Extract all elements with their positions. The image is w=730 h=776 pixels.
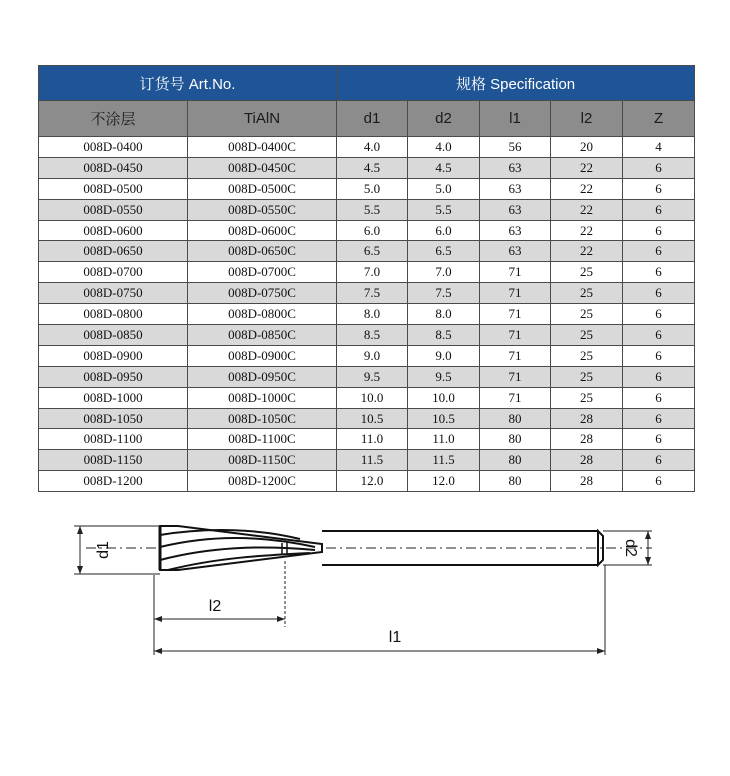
- table-cell: 9.5: [337, 366, 408, 387]
- table-cell: 7.5: [408, 283, 480, 304]
- table-row: [39, 429, 695, 450]
- table-row: [39, 450, 695, 471]
- table-cell: 008D-0450C: [188, 157, 337, 178]
- table-cell: 25: [551, 387, 623, 408]
- table-cell: 71: [480, 262, 551, 283]
- table-cell: 008D-1200C: [188, 471, 337, 492]
- l1-label: l1: [388, 629, 402, 646]
- table-cell: 6: [623, 262, 695, 283]
- table-row: [39, 366, 695, 387]
- table-cell: 6: [623, 366, 695, 387]
- table-cell: 008D-0950: [39, 366, 188, 387]
- d2-label: d2: [622, 539, 639, 557]
- table-cell: 11.0: [408, 429, 480, 450]
- table-cell: 25: [551, 262, 623, 283]
- table-cell: 008D-0800C: [188, 304, 337, 325]
- table-cell: 80: [480, 408, 551, 429]
- table-cell: 11.0: [337, 429, 408, 450]
- table-cell: 6: [623, 304, 695, 325]
- table-cell: 11.5: [337, 450, 408, 471]
- table-row: [39, 387, 695, 408]
- table-row: [39, 220, 695, 241]
- table-cell: 008D-1050: [39, 408, 188, 429]
- table-cell: 28: [551, 408, 623, 429]
- table-cell: 008D-0750: [39, 283, 188, 304]
- table-cell: 008D-0550C: [188, 199, 337, 220]
- table-cell: 008D-1150C: [188, 450, 337, 471]
- table-cell: 008D-0650C: [188, 241, 337, 262]
- table-cell: 4.5: [408, 157, 480, 178]
- column-header: d1: [337, 101, 408, 137]
- table-cell: 008D-0650: [39, 241, 188, 262]
- table-cell: 80: [480, 471, 551, 492]
- table-row: [39, 262, 695, 283]
- table-row: [39, 408, 695, 429]
- table-cell: 6: [623, 325, 695, 346]
- table-cell: 5.5: [337, 199, 408, 220]
- table-cell: 5.0: [337, 178, 408, 199]
- table-cell: 71: [480, 366, 551, 387]
- d1-label: d1: [95, 541, 112, 559]
- table-cell: 6: [623, 429, 695, 450]
- table-cell: 12.0: [337, 471, 408, 492]
- table-cell: 5.5: [408, 199, 480, 220]
- table-row: [39, 157, 695, 178]
- table-cell: 008D-1100C: [188, 429, 337, 450]
- table-cell: 008D-0600: [39, 220, 188, 241]
- table-cell: 6: [623, 450, 695, 471]
- table-cell: 5.0: [408, 178, 480, 199]
- table-cell: 22: [551, 241, 623, 262]
- table-cell: 008D-0700: [39, 262, 188, 283]
- table-cell: 71: [480, 387, 551, 408]
- table-cell: 71: [480, 345, 551, 366]
- table-cell: 008D-0750C: [188, 283, 337, 304]
- table-cell: 63: [480, 157, 551, 178]
- table-cell: 4.0: [337, 137, 408, 158]
- table-cell: 6: [623, 345, 695, 366]
- table-cell: 6: [623, 241, 695, 262]
- table-cell: 008D-0600C: [188, 220, 337, 241]
- table-cell: 008D-1000: [39, 387, 188, 408]
- table-cell: 7.5: [337, 283, 408, 304]
- table-cell: 63: [480, 241, 551, 262]
- table-row: [39, 325, 695, 346]
- table-cell: 6: [623, 220, 695, 241]
- table-cell: 7.0: [408, 262, 480, 283]
- table-cell: 008D-0900: [39, 345, 188, 366]
- table-row: [39, 178, 695, 199]
- table-cell: 9.0: [408, 345, 480, 366]
- table-cell: 25: [551, 345, 623, 366]
- table-cell: 008D-0400C: [188, 137, 337, 158]
- table-row: [39, 137, 695, 158]
- table-cell: 22: [551, 178, 623, 199]
- table-row: [39, 241, 695, 262]
- table-cell: 63: [480, 220, 551, 241]
- table-cell: 6: [623, 471, 695, 492]
- table-cell: 4: [623, 137, 695, 158]
- table-cell: 9.5: [408, 366, 480, 387]
- table-cell: 008D-1050C: [188, 408, 337, 429]
- table-cell: 6: [623, 408, 695, 429]
- table-cell: 10.0: [408, 387, 480, 408]
- table-cell: 10.5: [408, 408, 480, 429]
- table-cell: 11.5: [408, 450, 480, 471]
- table-row: [39, 471, 695, 492]
- specification-table: [38, 65, 695, 492]
- specification-group-header: 规格 Specification: [337, 66, 695, 101]
- table-cell: 008D-1200: [39, 471, 188, 492]
- table-cell: 008D-1100: [39, 429, 188, 450]
- table-cell: 6.5: [337, 241, 408, 262]
- table-cell: 25: [551, 304, 623, 325]
- table-cell: 80: [480, 450, 551, 471]
- l1-dimension: [154, 565, 605, 655]
- table-cell: 008D-0700C: [188, 262, 337, 283]
- table-cell: 71: [480, 283, 551, 304]
- table-cell: 6: [623, 283, 695, 304]
- table-row: [39, 283, 695, 304]
- table-cell: 008D-0500: [39, 178, 188, 199]
- table-cell: 4.0: [408, 137, 480, 158]
- table-cell: 008D-0850: [39, 325, 188, 346]
- table-cell: 8.0: [408, 304, 480, 325]
- table-cell: 71: [480, 325, 551, 346]
- column-header: Z: [623, 101, 695, 137]
- table-cell: 22: [551, 157, 623, 178]
- table-cell: 8.5: [408, 325, 480, 346]
- table-cell: 80: [480, 429, 551, 450]
- table-cell: 25: [551, 283, 623, 304]
- column-header: 不涂层: [39, 101, 188, 137]
- table-cell: 71: [480, 304, 551, 325]
- table-cell: 8.0: [337, 304, 408, 325]
- table-cell: 008D-1150: [39, 450, 188, 471]
- table-cell: 008D-0450: [39, 157, 188, 178]
- table-cell: 25: [551, 366, 623, 387]
- table-cell: 28: [551, 450, 623, 471]
- table-cell: 008D-0800: [39, 304, 188, 325]
- l2-label: l2: [208, 598, 222, 615]
- table-cell: 008D-1000C: [188, 387, 337, 408]
- table-cell: 20: [551, 137, 623, 158]
- table-cell: 008D-0850C: [188, 325, 337, 346]
- table-cell: 6: [623, 178, 695, 199]
- table-cell: 6: [623, 199, 695, 220]
- table-cell: 008D-0550: [39, 199, 188, 220]
- table-cell: 10.0: [337, 387, 408, 408]
- table-cell: 28: [551, 429, 623, 450]
- cutting-section: [160, 526, 322, 570]
- table-cell: 28: [551, 471, 623, 492]
- table-cell: 6.5: [408, 241, 480, 262]
- table-cell: 7.0: [337, 262, 408, 283]
- art-no-group-header: 订货号 Art.No.: [39, 66, 337, 101]
- table-cell: 25: [551, 325, 623, 346]
- column-header: l1: [480, 101, 551, 137]
- table-cell: 10.5: [337, 408, 408, 429]
- table-cell: 008D-0950C: [188, 366, 337, 387]
- table-cell: 56: [480, 137, 551, 158]
- column-header: TiAlN: [188, 101, 337, 137]
- d1-dimension: [74, 526, 160, 574]
- end-mill-drawing: [60, 505, 660, 665]
- table-row: [39, 345, 695, 366]
- table-cell: 6.0: [337, 220, 408, 241]
- table-cell: 6.0: [408, 220, 480, 241]
- table-cell: 008D-0500C: [188, 178, 337, 199]
- table-cell: 63: [480, 199, 551, 220]
- table-cell: 008D-0900C: [188, 345, 337, 366]
- column-header: d2: [408, 101, 480, 137]
- table-cell: 12.0: [408, 471, 480, 492]
- table-row: [39, 199, 695, 220]
- table-cell: 22: [551, 199, 623, 220]
- table-cell: 22: [551, 220, 623, 241]
- table-cell: 9.0: [337, 345, 408, 366]
- table-cell: 63: [480, 178, 551, 199]
- table-cell: 8.5: [337, 325, 408, 346]
- column-header: l2: [551, 101, 623, 137]
- table-cell: 4.5: [337, 157, 408, 178]
- table-cell: 6: [623, 157, 695, 178]
- table-cell: 008D-0400: [39, 137, 188, 158]
- table-cell: 6: [623, 387, 695, 408]
- table-row: [39, 304, 695, 325]
